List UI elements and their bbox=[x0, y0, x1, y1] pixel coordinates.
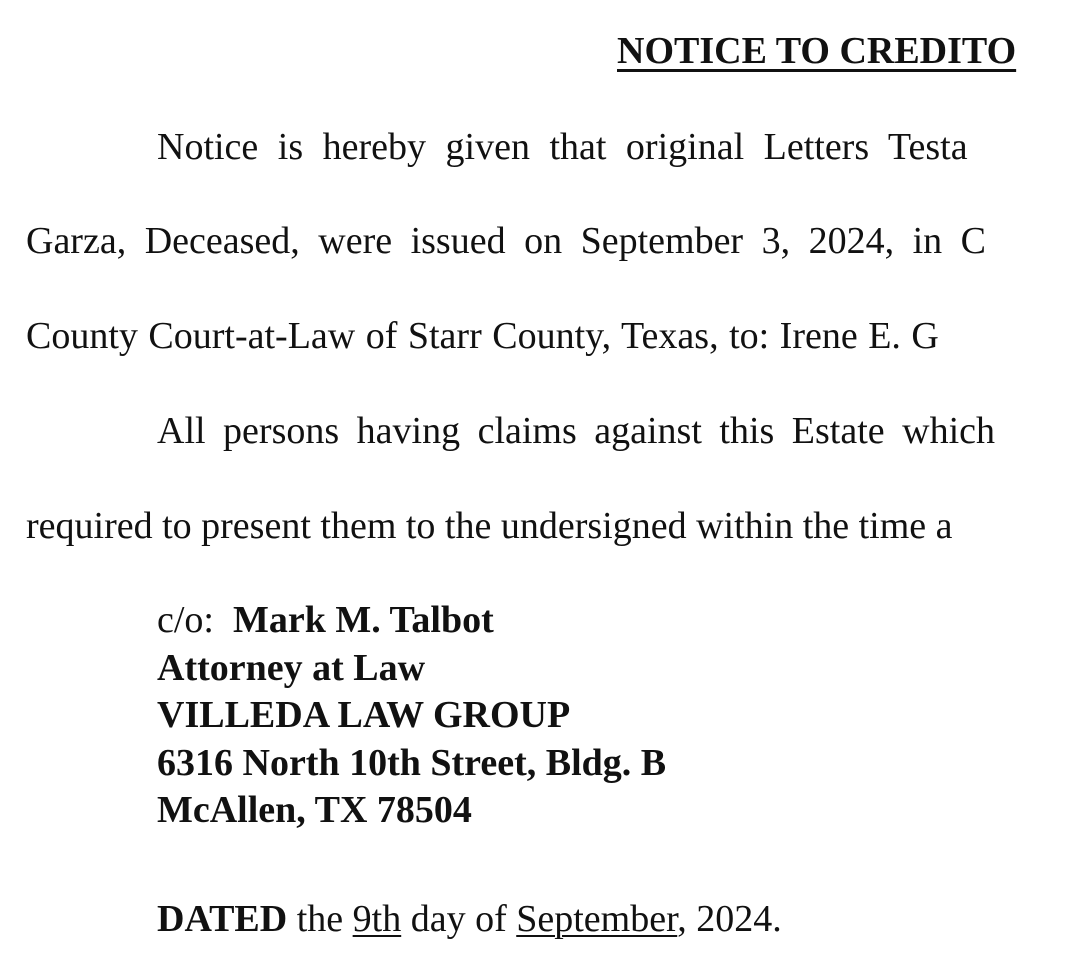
city-state-zip: McAllen, TX 78504 bbox=[157, 789, 472, 831]
law-firm-name: VILLEDA LAW GROUP bbox=[157, 694, 571, 736]
paragraph-1-line-3: County Court-at-Law of Starr County, Texas, to: Irene E. G bbox=[26, 315, 939, 357]
paragraph-2-line-2: required to present them to the undersigned within the time a bbox=[26, 505, 953, 547]
address-name-line bbox=[157, 601, 494, 639]
dated-day: 9th bbox=[352, 898, 402, 940]
dated-label: DATED bbox=[157, 898, 288, 940]
attorney-title: Attorney at Law bbox=[157, 647, 426, 689]
dated-year: , 2024. bbox=[677, 898, 782, 940]
paragraph-2-line-1: All persons having claims against this Estate which bbox=[157, 410, 996, 452]
dated-day-of: day of bbox=[401, 898, 517, 940]
dated-the: the bbox=[287, 898, 353, 940]
dated-month: September bbox=[516, 898, 678, 940]
street-address: 6316 North 10th Street, Bldg. B bbox=[157, 742, 667, 784]
notice-title: NOTICE TO CREDITO bbox=[617, 30, 1017, 72]
attorney-name: Mark M. Talbot bbox=[232, 599, 494, 641]
paragraph-1-line-1: Notice is hereby given that original Letters Testa bbox=[157, 126, 968, 168]
dated-line bbox=[157, 900, 782, 938]
paragraph-1-line-2: Garza, Deceased, were issued on September 3, 2024, in C bbox=[26, 220, 986, 262]
care-of-prefix: c/o: bbox=[157, 599, 214, 641]
